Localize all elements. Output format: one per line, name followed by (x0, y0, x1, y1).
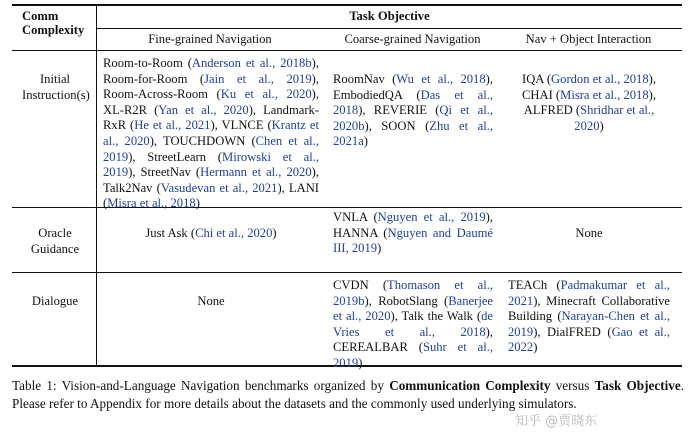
cell-dialogue-coarse (333, 278, 493, 372)
cell-text: ), EmbodiedQA ( (333, 72, 493, 102)
cell-text: ), Landmark-RxR ( (103, 102, 320, 133)
citation-link: Zhu et al., 2021a (333, 118, 494, 149)
citation-link: Gordon et al., 2018 (551, 72, 649, 86)
cell-text: ), Room-for-Room ( (103, 56, 319, 86)
task-objective-header: Task Objective (349, 9, 430, 23)
citation-link: Misra et al., 2018 (107, 196, 196, 211)
cell-text: ), LANI ( (103, 180, 319, 211)
citation-link: Wu et al., 2018 (396, 72, 486, 86)
citation-link: Padmakumar et al., 2021 (508, 278, 670, 308)
cell-text: ), TOUCHDOWN ( (149, 133, 256, 148)
group-header-rule (97, 28, 682, 29)
citation-link: Jain et al., 2019 (204, 71, 312, 86)
cell-text: Room-to-Room ( (103, 56, 192, 70)
cell-text: ), StreetNav ( (128, 165, 201, 180)
watermark: 知乎 @贾晓东 (515, 414, 598, 429)
row-label-dialogue: Dialogue (31, 294, 79, 308)
cell-text: ), CEREALBAR ( (333, 324, 493, 355)
cell-text: ), DialFRED ( (533, 324, 612, 339)
cell-text: TEACh ( (508, 278, 561, 292)
citation-link: Anderson et al., 2018b (191, 56, 312, 70)
cell-oracle-fine (103, 226, 319, 242)
cell-dialogue-fine (103, 294, 319, 310)
table-top-rule (12, 4, 682, 6)
cell-text: ) (599, 118, 604, 133)
header-bottom-rule (12, 50, 682, 51)
cell-text: RoomNav ( (333, 72, 397, 86)
cell-text: ) (272, 226, 277, 240)
citation-link: Thomason et al., 2019b (333, 278, 493, 308)
cell-text: ), HANNA ( (333, 210, 493, 240)
citation-link: Qi et al., 2020b (333, 103, 493, 133)
caption-mid: versus (550, 378, 595, 393)
cell-text: Just Ask ( (145, 226, 196, 240)
cell-text: ) (363, 134, 368, 149)
cell-text: ), Minecraft Collaborative Building ( (508, 293, 670, 324)
cell-text: ), CHAI ( (522, 72, 656, 102)
col-header-fine: Fine-grained Navigation (148, 32, 272, 46)
cell-text: ), Talk the Walk ( (390, 309, 482, 324)
cell-oracle-navobj (508, 226, 670, 242)
citation-link: Banerjee et al., 2020 (333, 293, 493, 324)
citation-link: Ku et al., 2020 (220, 87, 312, 102)
cell-text: ), XL-R2R ( (103, 87, 320, 117)
citation-link: Chi et al., 2020 (195, 226, 273, 240)
citation-link: Gao et al., 2022 (508, 324, 670, 355)
row-label-initial: Initial Instruction(s) (22, 72, 90, 102)
cell-dialogue-navobj (508, 278, 670, 356)
cell-text: ) (358, 355, 363, 370)
cell-text: None (575, 226, 603, 240)
citation-link: Mirowski et al., 2019 (103, 149, 319, 180)
row-label-oracle: Oracle Guidance (30, 226, 80, 256)
cell-text: None (197, 294, 225, 308)
cell-text: ), Room-Across-Room ( (103, 71, 319, 102)
caption-label: Table 1: Vision-and-Language Navigation benchmarks organized by (12, 378, 390, 393)
citation-link: Suhr et al., 2019 (333, 340, 493, 370)
citation-link: Chen et al., 2019 (103, 133, 319, 164)
col-header-coarse: Coarse-grained Navigation (344, 32, 481, 46)
cell-text: ), ALFRED ( (523, 87, 656, 118)
cell-text: ), Talk2Nav ( (103, 165, 319, 195)
cell-text: ), SOON ( (364, 118, 430, 133)
citation-link: Hermann et al., 2020 (200, 165, 312, 180)
cell-initial-coarse (333, 72, 493, 150)
cell-text: ), RobotSlang ( (364, 293, 449, 308)
cell-initial-navobj (508, 72, 670, 134)
cell-text: ) (195, 196, 200, 211)
citation-link: Vasudevan et al., 2021 (160, 180, 278, 195)
cell-text: VNLA ( (333, 210, 378, 224)
citation-link: Shridhar et al., 2020 (574, 103, 655, 133)
row-rule-2 (12, 272, 682, 273)
citation-link: Das et al., 2018 (333, 87, 494, 118)
cell-text: ) (377, 241, 382, 256)
cell-initial-fine (103, 56, 319, 212)
cell-text: IQA ( (522, 72, 552, 86)
citation-link: Misra et al., 2018 (560, 87, 649, 102)
citation-link: Krantz et al., 2020 (103, 118, 319, 148)
cell-text: ), VLNCE ( (210, 118, 272, 133)
cell-text: CVDN ( (333, 278, 388, 292)
citation-link: Nguyen et al., 2019 (377, 210, 486, 224)
citation-link: Yan et al., 2020 (158, 102, 249, 117)
citation-link: He et al., 2021 (134, 118, 211, 133)
cell-text: ), REVERIE ( (358, 103, 440, 118)
citation-link: Narayan-Chen et al., 2019 (508, 309, 670, 339)
citation-link: Nguyen and Daumé III, 2019 (333, 225, 493, 256)
cell-text: ) (533, 340, 538, 355)
cell-oracle-coarse (333, 210, 493, 257)
col-header-nav-obj: Nav + Object Interaction (525, 32, 652, 46)
row-header-label: Comm Complexity (22, 9, 85, 37)
caption-bold-1: Communication Complexity (389, 378, 551, 393)
citation-link: de Vries et al., 2018 (333, 309, 493, 339)
column-divider (96, 4, 97, 365)
caption-tail: . Please refer to Appendix for more details about the datasets and the commonly used underlying simulators. (12, 378, 685, 411)
cell-text: ), StreetLearn ( (128, 149, 222, 164)
table-caption (12, 377, 684, 413)
caption-bold-2: Task Objective (594, 378, 681, 393)
